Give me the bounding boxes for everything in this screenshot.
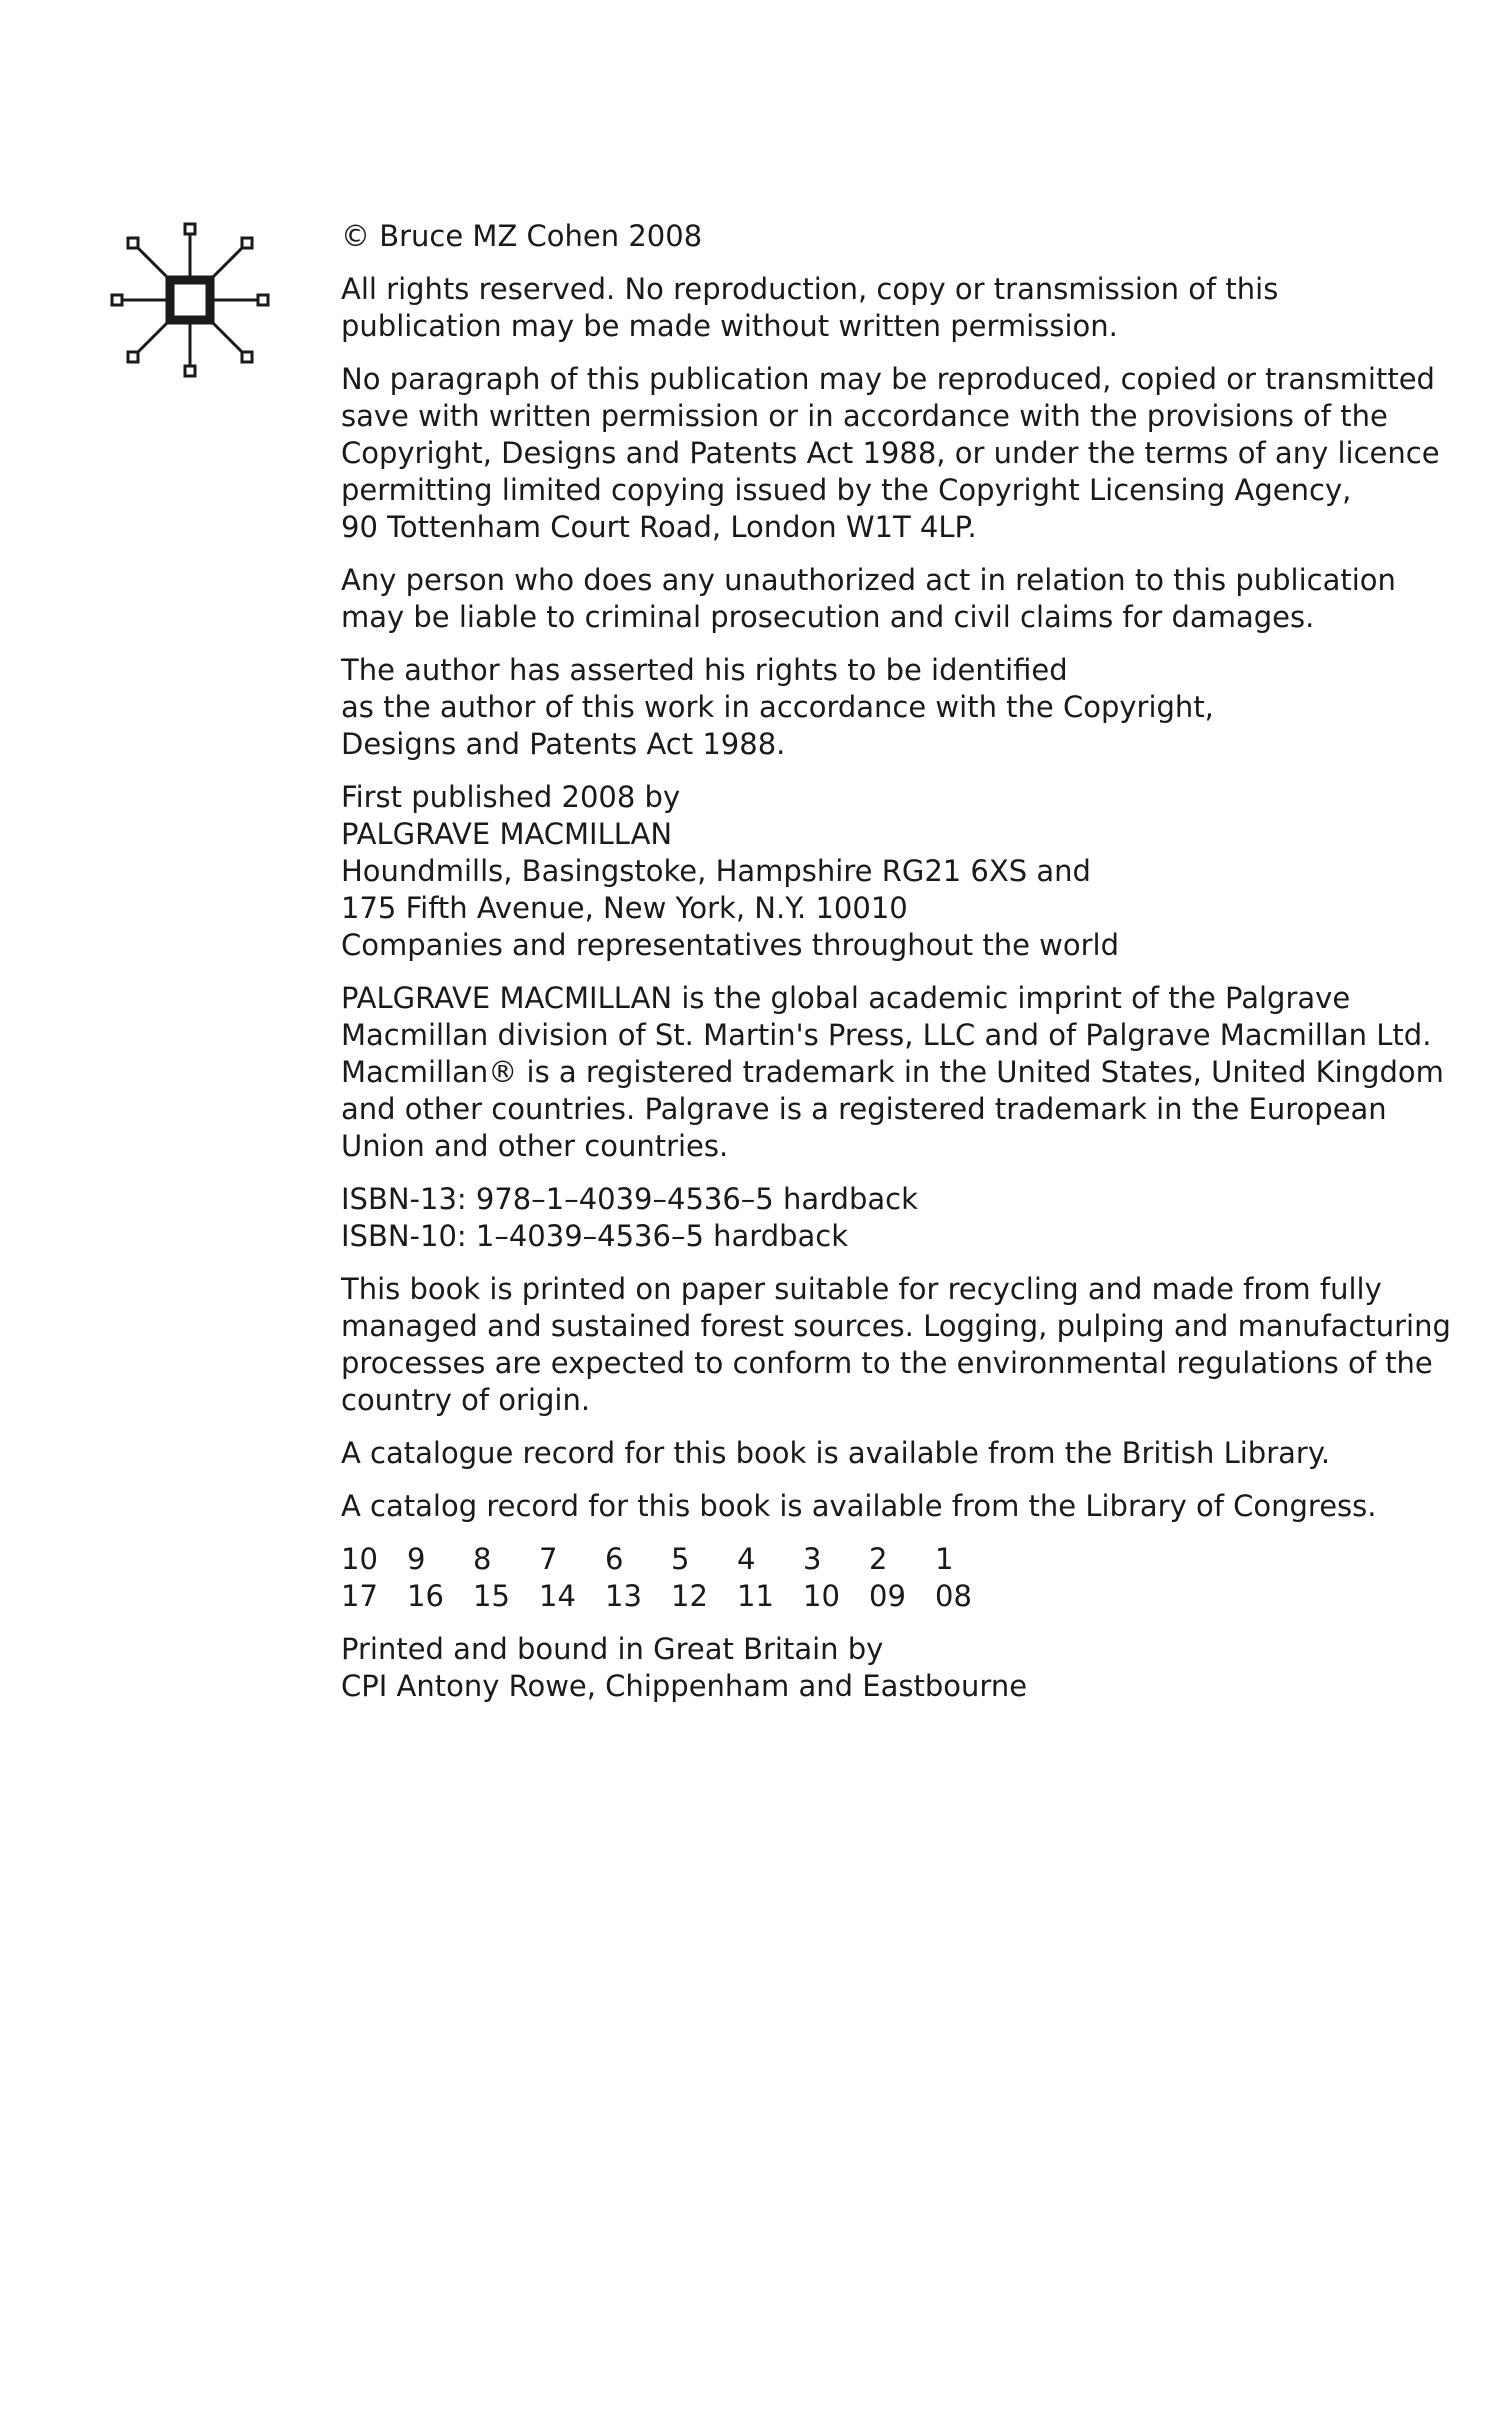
- text-line: 175 Fifth Avenue, New York, N.Y. 10010: [341, 891, 908, 925]
- text-line: Printed and bound in Great Britain by: [341, 1632, 884, 1666]
- imprint-statement: [341, 980, 1444, 1165]
- print-run-number: 2: [869, 1542, 888, 1576]
- palgrave-star-logo-icon: [110, 220, 270, 380]
- print-run-number: 6: [605, 1542, 624, 1576]
- text-line: CPI Antony Rowe, Chippenham and Eastbourne: [341, 1669, 1028, 1703]
- text-line: PALGRAVE MACMILLAN is the global academic imprint of the Palgrave: [341, 981, 1351, 1015]
- text-line: managed and sustained forest sources. Logging, pulping and manufacturing: [341, 1309, 1451, 1343]
- text-line: country of origin.: [341, 1383, 591, 1417]
- print-year: 09: [869, 1579, 906, 1613]
- print-year-row: [341, 1578, 1421, 1615]
- publisher-info: [341, 779, 1421, 964]
- text-line: and other countries. Palgrave is a registered trademark in the European: [341, 1092, 1387, 1126]
- text-line: A catalog record for this book is available from the Library of Congress.: [341, 1489, 1377, 1523]
- printer-info: [341, 1631, 1421, 1705]
- print-year: 14: [539, 1579, 576, 1613]
- print-year: 10: [803, 1579, 840, 1613]
- isbn-block: [341, 1181, 1421, 1255]
- text-line: Union and other countries.: [341, 1129, 729, 1163]
- print-run-number: 8: [473, 1542, 492, 1576]
- paper-statement: [341, 1271, 1451, 1419]
- text-line: All rights reserved. No reproduction, copy or transmission of this: [341, 272, 1279, 306]
- isbn-13: ISBN-13: 978–1–4039–4536–5 hardback: [341, 1182, 918, 1216]
- print-run-row: [341, 1541, 1421, 1578]
- print-year: 15: [473, 1579, 510, 1613]
- text-line: processes are expected to conform to the environmental regulations of the: [341, 1346, 1433, 1380]
- copyright-text: [341, 218, 1451, 1721]
- text-line: Houndmills, Basingstoke, Hampshire RG21 6XS and: [341, 854, 1091, 888]
- text-line: Companies and representatives throughout the world: [341, 928, 1120, 962]
- text-line: Any person who does any unauthorized act in relation to this publication: [341, 563, 1396, 597]
- print-run-number: 4: [737, 1542, 756, 1576]
- text-line: No paragraph of this publication may be reproduced, copied or transmitted: [341, 362, 1435, 396]
- print-year: 17: [341, 1579, 378, 1613]
- unauthorized-act-clause: [341, 562, 1421, 636]
- text-line: 90 Tottenham Court Road, London W1T 4LP.: [341, 510, 977, 544]
- print-run-number: 9: [407, 1542, 426, 1576]
- text-line: Copyright, Designs and Patents Act 1988, or under the terms of any licence: [341, 436, 1440, 470]
- text-line: publication may be made without written permission.: [341, 309, 1118, 343]
- text-line: © Bruce MZ Cohen 2008: [341, 219, 703, 253]
- text-line: PALGRAVE MACMILLAN: [341, 817, 673, 851]
- print-run-number: 3: [803, 1542, 822, 1576]
- isbn-10: ISBN-10: 1–4039–4536–5 hardback: [341, 1219, 849, 1253]
- library-of-congress-record: [341, 1488, 1421, 1525]
- print-run-number: 10: [341, 1542, 378, 1576]
- text-line: save with written permission or in accordance with the provisions of the: [341, 399, 1388, 433]
- text-line: First published 2008 by: [341, 780, 681, 814]
- print-run-number: 5: [671, 1542, 690, 1576]
- no-paragraph-clause: [341, 361, 1440, 546]
- text-line: Macmillan® is a registered trademark in the United States, United Kingdom: [341, 1055, 1444, 1089]
- print-run-number: 1: [935, 1542, 954, 1576]
- print-year: 11: [737, 1579, 774, 1613]
- text-line: Macmillan division of St. Martin's Press, LLC and of Palgrave Macmillan Ltd.: [341, 1018, 1432, 1052]
- rights-paragraph: [341, 271, 1421, 345]
- text-line: The author has asserted his rights to be identified: [341, 653, 1068, 687]
- text-line: This book is printed on paper suitable for recycling and made from fully: [341, 1272, 1382, 1306]
- print-year: 12: [671, 1579, 708, 1613]
- copyright-line: [341, 218, 1421, 255]
- text-line: permitting limited copying issued by the Copyright Licensing Agency,: [341, 473, 1352, 507]
- text-line: may be liable to criminal prosecution and civil claims for damages.: [341, 600, 1315, 634]
- text-line: A catalogue record for this book is available from the British Library.: [341, 1436, 1331, 1470]
- text-line: Designs and Patents Act 1988.: [341, 727, 786, 761]
- text-line: as the author of this work in accordance with the Copyright,: [341, 690, 1214, 724]
- author-rights-clause: [341, 652, 1421, 763]
- print-line: [341, 1541, 1421, 1615]
- british-library-record: [341, 1435, 1421, 1472]
- print-run-number: 7: [539, 1542, 558, 1576]
- print-year: 08: [935, 1579, 972, 1613]
- print-year: 16: [407, 1579, 444, 1613]
- print-year: 13: [605, 1579, 642, 1613]
